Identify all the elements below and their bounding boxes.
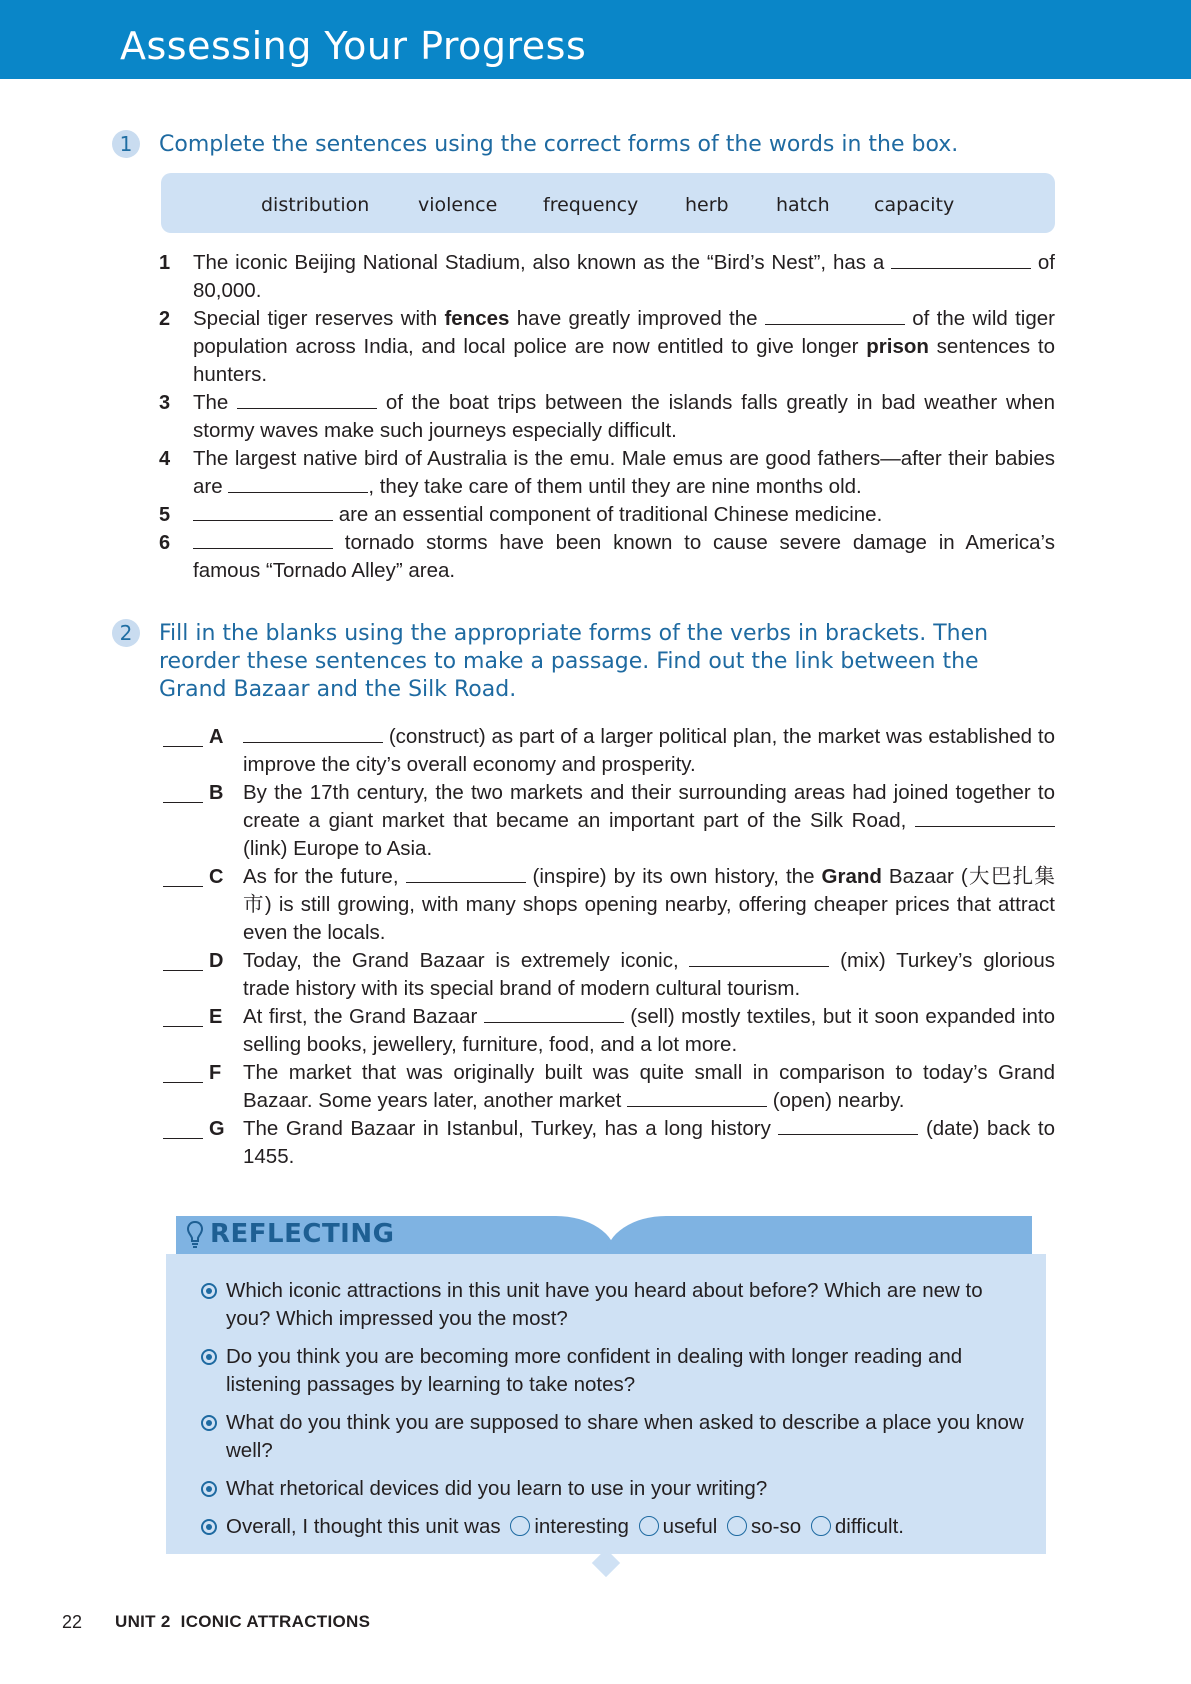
item-letter: A: [209, 726, 224, 748]
exercise-1-number: 1: [112, 130, 140, 158]
item-text: The iconic Beijing National Stadium, also known as the “Bird’s Nest”, has a: [193, 251, 892, 274]
exercise-1-instruction: Complete the sentences using the correct forms of the words in the box.: [159, 132, 959, 157]
item-number: 2: [159, 308, 171, 330]
exercise-2-number: 2: [112, 619, 140, 647]
item-bold-word: Grand: [821, 865, 882, 888]
bullet-icon: [201, 1481, 217, 1497]
answer-blank[interactable]: [228, 473, 368, 493]
reflecting-question: What do you think you are supposed to share when asked to describe a place you know well?: [226, 1411, 1024, 1462]
rating-radio-difficult[interactable]: [811, 1516, 831, 1536]
order-blank[interactable]: [163, 886, 203, 887]
answer-blank[interactable]: [778, 1115, 918, 1135]
rating-option: interesting: [534, 1515, 629, 1538]
item-text: (construct) as part of a larger political plan, the market was established to improve the city’s overall economy and prosperity.: [243, 725, 1055, 776]
item-text: , they take care of them until they are nine months old.: [368, 475, 862, 498]
reflecting-title: REFLECTING: [210, 1219, 395, 1249]
item-number: 5: [159, 504, 171, 526]
answer-blank[interactable]: [193, 501, 333, 521]
item-bold-word: prison: [866, 335, 929, 358]
order-blank[interactable]: [163, 1026, 203, 1027]
order-blank[interactable]: [163, 1138, 203, 1139]
item-text: Bazaar (大巴扎集市) is still growing, with many shops opening nearby, offering cheaper prices that attract even the locals.: [243, 865, 1055, 944]
answer-blank[interactable]: [484, 1003, 624, 1023]
item-text: (sell) mostly textiles, but it soon expanded into selling books, jewellery, furniture, food, and a lot more.: [243, 1005, 1056, 1056]
reflecting-question: Do you think you are becoming more confident in dealing with longer reading and listening passages by learning to take notes?: [226, 1345, 963, 1396]
reflecting-tab-right: [606, 1216, 1032, 1258]
answer-blank[interactable]: [765, 305, 905, 325]
answer-blank[interactable]: [915, 807, 1055, 827]
item-letter: G: [209, 1118, 225, 1140]
reflecting-question: What rhetorical devices did you learn to use in your writing?: [226, 1477, 768, 1500]
answer-blank[interactable]: [237, 389, 377, 409]
item-text: At first, the Grand Bazaar: [243, 1005, 484, 1028]
rating-lead: Overall, I thought this unit was: [226, 1515, 501, 1538]
rating-radio-useful[interactable]: [639, 1516, 659, 1536]
item-text: tornado storms have been known to cause severe damage in America’s famous “Tornado Alley” area.: [193, 531, 1055, 582]
reflecting-rating: [226, 1513, 1026, 1541]
item-letter: D: [209, 950, 224, 972]
answer-blank[interactable]: [627, 1087, 767, 1107]
word-box-item: capacity: [874, 194, 955, 216]
exercise-2-instruction: Fill in the blanks using the appropriate forms of the verbs in brackets. Then reorder these sentences to make a passage. Find out the link between the Grand Bazaar and the Silk Road.: [159, 621, 989, 702]
item-text: of the wild tiger population across India, and local police are now entitled to give longer: [193, 307, 1055, 358]
item-text: Today, the Grand Bazaar is extremely iconic,: [243, 949, 690, 972]
answer-blank[interactable]: [891, 249, 1031, 269]
word-box-item: violence: [418, 194, 498, 216]
bullet-icon: [201, 1415, 217, 1431]
item-number: 3: [159, 392, 171, 414]
item-text: (date) back to 1455.: [243, 1117, 1055, 1168]
rating-option: useful: [662, 1515, 718, 1538]
unit-label: UNIT 2 ICONIC ATTRACTIONS: [115, 1612, 371, 1631]
item-text: The market that was originally built was quite small in comparison to today’s Grand Bazaar. Some years later, another market: [243, 1061, 1055, 1112]
word-box-item: frequency: [543, 194, 639, 216]
reflecting-question: Which iconic attractions in this unit have you heard about before? Which are new to you? Which impressed you the most?: [226, 1279, 983, 1330]
word-box: [161, 173, 1055, 233]
item-text: of the boat trips between the islands falls greatly in bad weather when stormy waves make such journeys especially difficult.: [193, 391, 1055, 442]
item-letter: F: [209, 1062, 222, 1084]
word-box-item: distribution: [261, 194, 370, 216]
item-letter: C: [209, 866, 224, 888]
item-text: are an essential component of traditional Chinese medicine.: [333, 503, 883, 526]
rating-radio-interesting[interactable]: [510, 1516, 530, 1536]
order-blank[interactable]: [163, 746, 203, 747]
item-text: The Grand Bazaar in Istanbul, Turkey, has a long history: [243, 1117, 779, 1140]
item-text: As for the future,: [243, 865, 406, 888]
answer-blank[interactable]: [689, 947, 829, 967]
answer-blank[interactable]: [243, 723, 383, 743]
item-letter: E: [209, 1006, 223, 1028]
page-title: Assessing Your Progress: [120, 24, 587, 68]
item-number: 6: [159, 532, 171, 554]
bullet-icon: [201, 1283, 217, 1299]
order-blank[interactable]: [163, 970, 203, 971]
item-text: The: [193, 391, 238, 414]
rating-option: so-so: [751, 1515, 802, 1538]
item-text: Special tiger reserves with: [193, 307, 445, 330]
item-text: (inspire) by its own history, the: [525, 865, 822, 888]
page-number: 22: [62, 1612, 83, 1632]
item-bold-word: fences: [444, 307, 510, 330]
order-blank[interactable]: [163, 802, 203, 803]
item-text: sentences to hunters.: [193, 335, 1055, 386]
item-text: The largest native bird of Australia is the emu. Male emus are good fathers—after their babies are: [193, 447, 1055, 498]
item-text: of 80,000.: [193, 251, 1055, 302]
item-text: (open) nearby.: [767, 1089, 905, 1112]
item-text: have greatly improved the: [509, 307, 765, 330]
lightbulb-icon: [186, 1220, 204, 1250]
order-blank[interactable]: [163, 1082, 203, 1083]
item-text: By the 17th century, the two markets and their surrounding areas had joined together to create a giant market that became an important part of the Silk Road,: [243, 781, 1055, 832]
item-text: (mix) Turkey’s glorious trade history with its special brand of modern cultural tourism.: [243, 949, 1055, 1000]
item-text: (link) Europe to Asia.: [243, 837, 433, 860]
answer-blank[interactable]: [406, 863, 526, 883]
item-letter: B: [209, 782, 224, 804]
item-number: 4: [159, 448, 171, 470]
word-box-item: hatch: [776, 194, 830, 216]
bullet-icon: [201, 1349, 217, 1365]
answer-blank[interactable]: [193, 529, 333, 549]
rating-option: difficult.: [834, 1515, 905, 1538]
word-box-item: herb: [685, 194, 729, 216]
item-number: 1: [159, 252, 171, 274]
bullet-icon: [201, 1519, 217, 1535]
rating-radio-so-so[interactable]: [727, 1516, 747, 1536]
